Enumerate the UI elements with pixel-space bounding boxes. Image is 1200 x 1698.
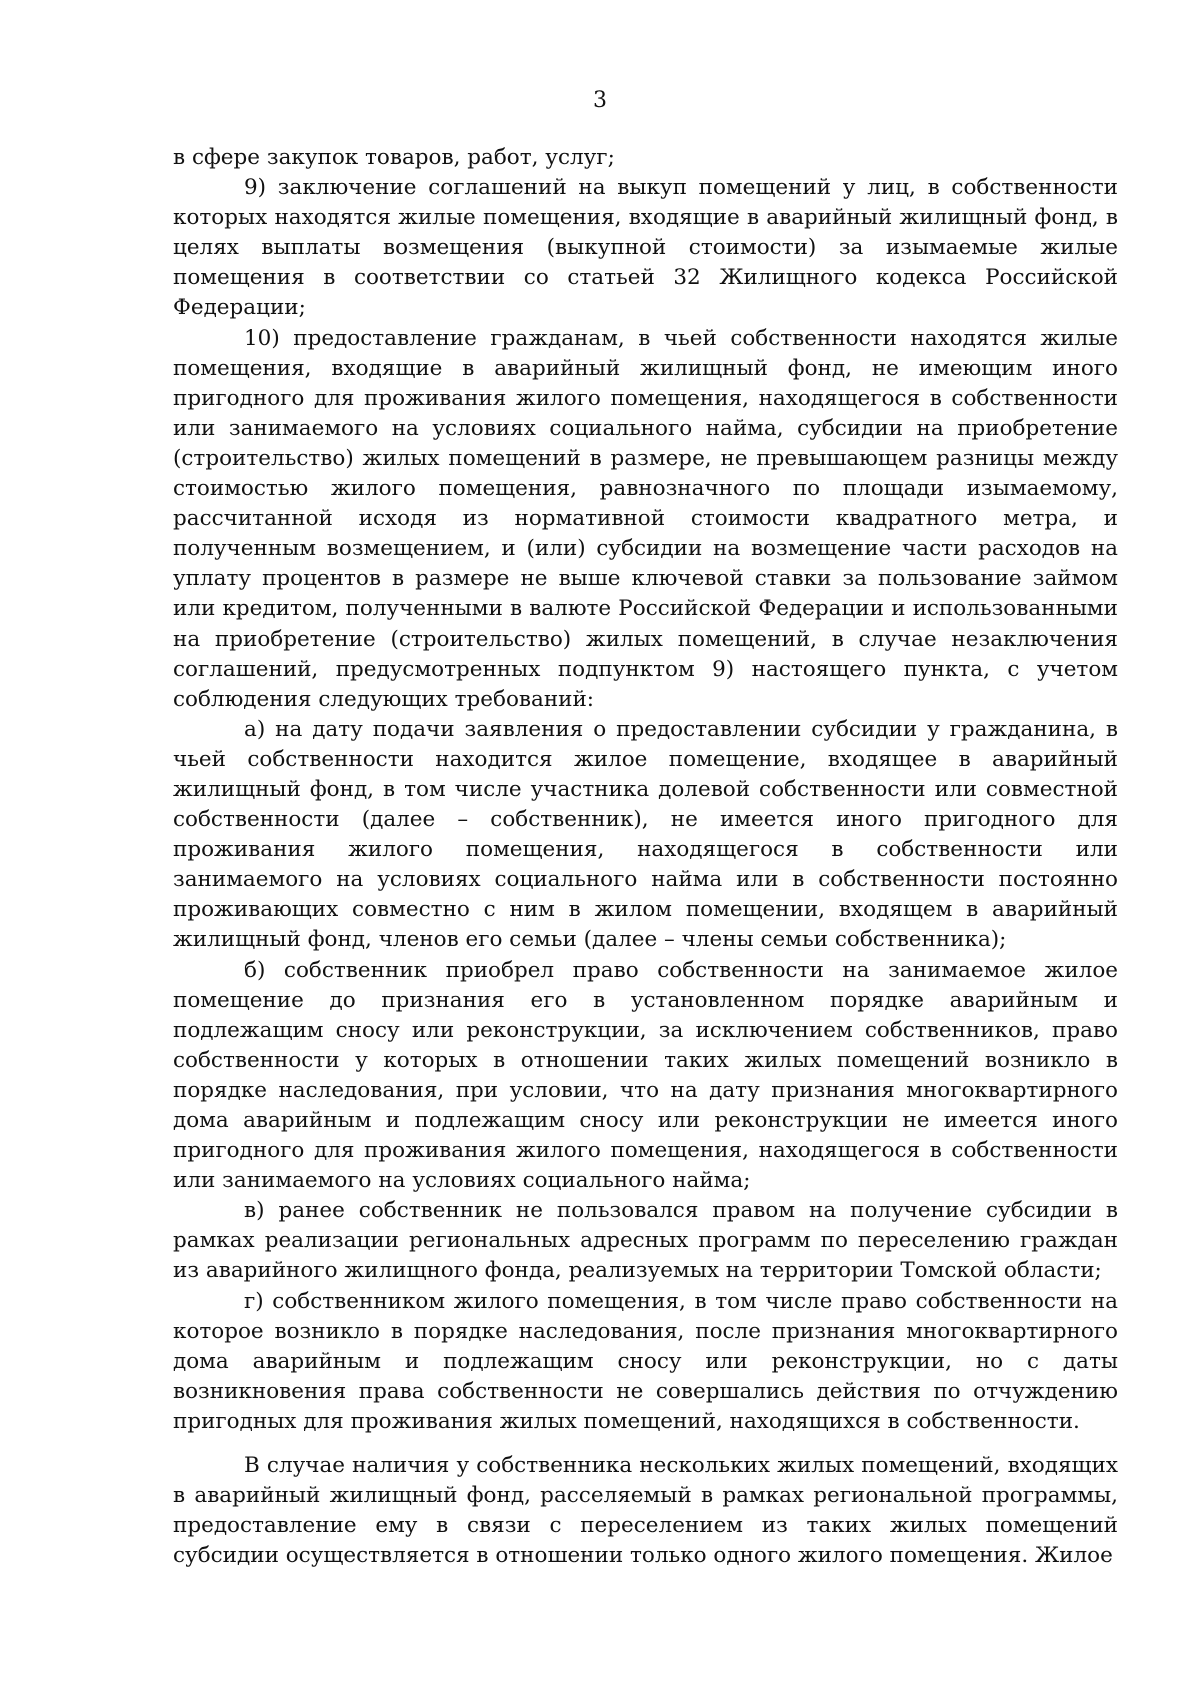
paragraph-subitem-g: г) собственником жилого помещения, в том числе право собственности на которое возникло в порядке наследования, после признания многоквартирного дома аварийным и подлежащим сносу или реконструкции, но с даты возникновения права собственности не совершались действия по отчуждению пригодных для проживания жилых помещений, находящихся в собственности. (173, 1288, 1118, 1434)
paragraph-item-9: 9) заключение соглашений на выкуп помещений у лиц, в собственности которых находятся жилые помещения, входящие в аварийный жилищный фонд, в целях выплаты возмещения (выкупной стоимости) за изымаемые жилые помещения в соответствии со статьей 32 Жилищного кодекса Российской Федерации; (173, 175, 1118, 321)
paragraph-multiple-premises: В случае наличия у собственника нескольких жилых помещений, входящих в аварийный жилищный фонд, расселяемый в рамках региональной программы, предоставление ему в связи с переселением из таких жилых помещений субсидии осуществляется в отношении только одного жилого помещения. Жилое (173, 1453, 1118, 1569)
document-body (173, 143, 1118, 1571)
paragraph-continuation: в сфере закупок товаров, работ, услуг; (173, 145, 615, 170)
paragraph-subitem-v: в) ранее собственник не пользовался правом на получение субсидии в рамках реализации региональных адресных программ по переселению граждан из аварийного жилищного фонда, реализуемых на территории Томской области; (173, 1198, 1118, 1284)
paragraph-subitem-b: б) собственник приобрел право собственности на занимаемое жилое помещение до признания его в установленном порядке аварийным и подлежащим сносу или реконструкции, за исключением собственников, право собственности у которых в отношении таких жилых помещений возникло в порядке наследования, при условии, что на дату признания многоквартирного дома аварийным и подлежащим сносу или реконструкции не имеется иного пригодного для проживания жилого помещения, находящегося в собственности или занимаемого на условиях социального найма; (173, 957, 1118, 1194)
page-number: 3 (593, 88, 607, 113)
paragraph-item-10: 10) предоставление гражданам, в чьей собственности находятся жилые помещения, входящие в аварийный жилищный фонд, не имеющим иного пригодного для проживания жилого помещения, находящегося в собственности или занимаемого на условиях социального найма, субсидии на приобретение (строительство) жилых помещений в размере, не превышающем разницы между стоимостью жилого помещения, равнозначного по площади изымаемому, рассчитанной исходя из нормативной стоимости квадратного метра, и полученным возмещением, и (или) субсидии на возмещение части расходов на уплату процентов в размере не выше ключевой ставки за пользование займом или кредитом, полученными в валюте Российской Федерации и использованными на приобретение (строительство) жилых помещений, в случае незаключения соглашений, предусмотренных подпунктом 9) настоящего пункта, с учетом соблюдения следующих требований: (173, 325, 1118, 712)
paragraph-subitem-a: а) на дату подачи заявления о предоставлении субсидии у гражданина, в чьей собственности находится жилое помещение, входящее в аварийный жилищный фонд, в том числе участника долевой собственности или совместной собственности (далее – собственник), не имеется иного пригодного для проживания жилого помещения, находящегося в собственности или занимаемого на условиях социального найма или в собственности постоянно проживающих совместно с ним в жилом помещении, входящем в аварийный жилищный фонд, членов его семьи (далее – члены семьи собственника); (173, 716, 1118, 953)
